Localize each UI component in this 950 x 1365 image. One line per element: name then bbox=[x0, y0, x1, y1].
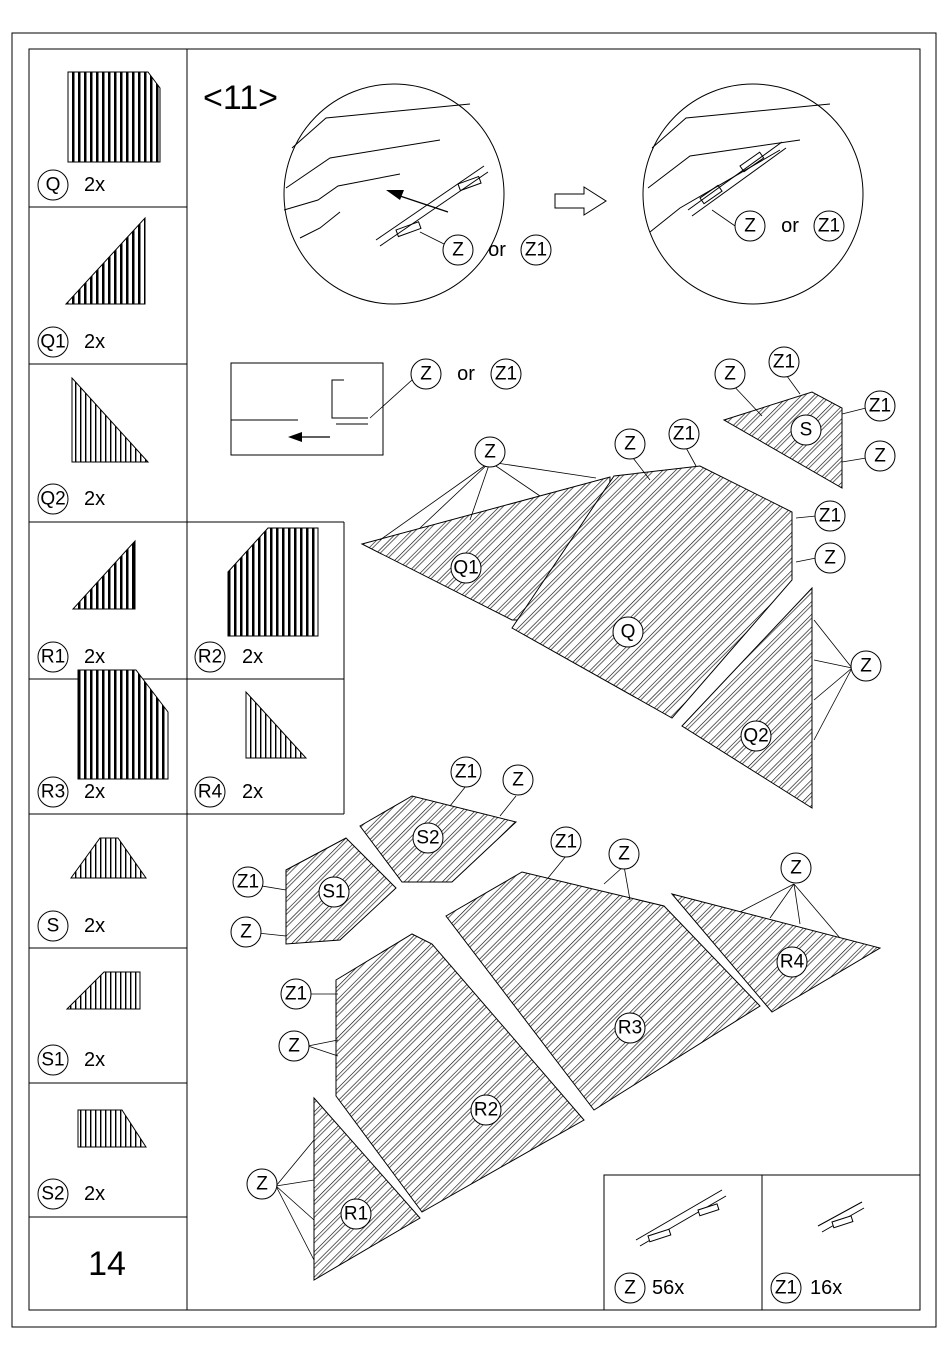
thumb-r1 bbox=[73, 541, 135, 609]
part-id-q1: Q1 bbox=[40, 331, 66, 353]
callout-z: Z bbox=[288, 1035, 300, 1057]
hardware-qty-z1: 16x bbox=[810, 1277, 843, 1299]
part-qty-q1: 2x bbox=[84, 331, 106, 353]
callout-z: Z bbox=[624, 433, 636, 455]
part-qty-s2: 2x bbox=[84, 1183, 106, 1205]
hardware-id-z: Z bbox=[624, 1277, 636, 1299]
panel-label-q: Q bbox=[620, 621, 636, 643]
thumb-q1 bbox=[66, 218, 145, 304]
part-qty-s1: 2x bbox=[84, 1049, 106, 1071]
part-id-s2: S2 bbox=[41, 1183, 65, 1205]
detail-circle-after bbox=[643, 84, 863, 304]
callout-z: Z bbox=[790, 857, 802, 879]
part-id-r4: R4 bbox=[197, 781, 223, 803]
callout-z: Z bbox=[256, 1173, 268, 1195]
callout-z1: Z1 bbox=[236, 871, 260, 893]
callout-z: Z bbox=[874, 445, 886, 467]
part-id-s: S bbox=[46, 915, 60, 937]
or-text: or bbox=[488, 239, 506, 261]
panel-label-s: S bbox=[799, 419, 813, 441]
callout-z1: Z1 bbox=[554, 831, 578, 853]
part-id-q: Q bbox=[45, 174, 61, 196]
or-text: or bbox=[457, 363, 475, 385]
part-id-r3: R3 bbox=[40, 781, 66, 803]
panel-label-r2: R2 bbox=[473, 1099, 499, 1121]
panel-label-r3: R3 bbox=[617, 1017, 643, 1039]
part-qty-q2: 2x bbox=[84, 488, 106, 510]
callout-z: Z bbox=[452, 239, 464, 261]
thumb-r4 bbox=[246, 692, 306, 758]
part-qty-s: 2x bbox=[84, 915, 106, 937]
callout-z1: Z1 bbox=[817, 215, 841, 237]
part-id-q2: Q2 bbox=[40, 488, 66, 510]
callout-z: Z bbox=[860, 655, 872, 677]
callout-z1: Z1 bbox=[672, 423, 696, 445]
part-qty-q: 2x bbox=[84, 174, 106, 196]
part-id-s1: S1 bbox=[41, 1049, 65, 1071]
panel-label-s1: S1 bbox=[322, 881, 346, 903]
callout-z1: Z1 bbox=[524, 239, 548, 261]
detail-circle-before bbox=[284, 84, 504, 304]
callout-z1: Z1 bbox=[494, 363, 518, 385]
panel-label-r4: R4 bbox=[779, 951, 805, 973]
callout-z1: Z1 bbox=[284, 983, 308, 1005]
callout-z: Z bbox=[484, 441, 496, 463]
part-qty-r2: 2x bbox=[242, 646, 264, 668]
callout-z: Z bbox=[744, 215, 756, 237]
panel-label-s2: S2 bbox=[416, 827, 440, 849]
panel-label-r1: R1 bbox=[343, 1203, 369, 1225]
thumb-s bbox=[71, 838, 146, 878]
panel-label-q2: Q2 bbox=[743, 725, 769, 747]
hardware-qty-z: 56x bbox=[652, 1277, 685, 1299]
thumb-r3 bbox=[78, 670, 168, 779]
callout-z: Z bbox=[420, 363, 432, 385]
callout-z1: Z1 bbox=[454, 761, 478, 783]
page-number: 14 bbox=[88, 1245, 126, 1283]
part-qty-r1: 2x bbox=[84, 646, 106, 668]
step-label: <11> bbox=[203, 79, 279, 117]
panel-label-q1: Q1 bbox=[453, 557, 479, 579]
callout-z: Z bbox=[724, 363, 736, 385]
profile-detail-box bbox=[231, 363, 383, 455]
callout-z1: Z1 bbox=[772, 351, 796, 373]
callout-z1: Z1 bbox=[818, 505, 842, 527]
thumb-q bbox=[68, 72, 160, 162]
callout-z: Z bbox=[618, 843, 630, 865]
hardware-id-z1: Z1 bbox=[774, 1277, 798, 1299]
thumb-s1 bbox=[67, 972, 140, 1009]
part-id-r1: R1 bbox=[40, 646, 66, 668]
part-qty-r4: 2x bbox=[242, 781, 264, 803]
thumb-q2 bbox=[72, 378, 148, 462]
part-id-r2: R2 bbox=[197, 646, 223, 668]
callout-z: Z bbox=[512, 769, 524, 791]
thumb-s2 bbox=[78, 1110, 146, 1147]
callout-z: Z bbox=[824, 547, 836, 569]
thumb-r2 bbox=[228, 528, 318, 636]
transition-arrow bbox=[555, 187, 606, 215]
callout-z: Z bbox=[240, 921, 252, 943]
callout-z1: Z1 bbox=[868, 395, 892, 417]
part-qty-r3: 2x bbox=[84, 781, 106, 803]
roof-panel-s bbox=[724, 392, 842, 488]
or-text: or bbox=[781, 215, 799, 237]
